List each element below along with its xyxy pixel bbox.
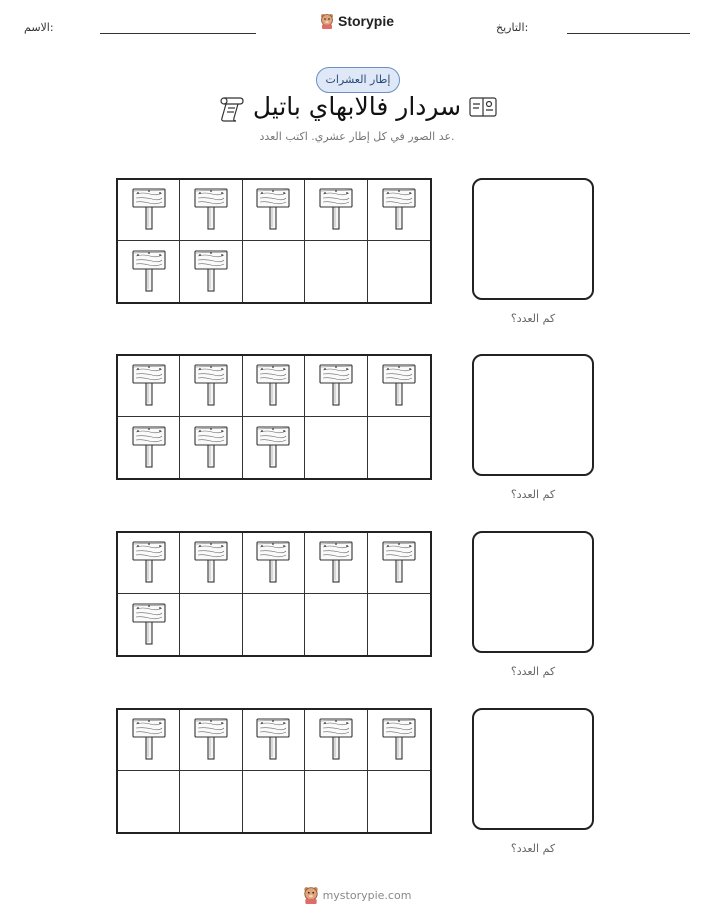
ten-frame	[116, 354, 432, 480]
answer-box[interactable]	[472, 354, 594, 476]
wooden-sign-icon	[317, 715, 355, 765]
frame-cell	[180, 417, 242, 478]
date-label: التاريخ:	[496, 21, 529, 34]
answer-box[interactable]	[472, 178, 594, 300]
wooden-sign-icon	[192, 185, 230, 235]
wooden-sign-icon	[192, 538, 230, 588]
ten-frame	[116, 531, 432, 657]
wooden-sign-icon	[192, 423, 230, 473]
footer-url[interactable]: mystorypie.com	[322, 888, 412, 902]
ten-frame	[116, 708, 432, 834]
topic-badge: إطار العشرات	[316, 67, 400, 93]
frame-cell	[118, 771, 180, 832]
ten-frame	[116, 178, 432, 304]
wooden-sign-icon	[380, 185, 418, 235]
brand-name: Storypie	[337, 13, 394, 29]
answer-box[interactable]	[472, 708, 594, 830]
answer-box[interactable]	[472, 531, 594, 653]
bear-logo-icon	[320, 13, 334, 29]
signboard-icon	[468, 96, 498, 120]
frame-cell	[305, 356, 367, 417]
page-title: سردار فالابهاي باتيل	[252, 92, 462, 121]
count-question: كم العدد؟	[510, 842, 556, 855]
frame-cell	[368, 533, 430, 594]
frame-cell	[180, 771, 242, 832]
frame-cell	[243, 594, 305, 655]
frame-cell	[368, 594, 430, 655]
frame-cell	[118, 356, 180, 417]
frame-cell	[305, 771, 367, 832]
frame-cell	[368, 710, 430, 771]
wooden-sign-icon	[254, 361, 292, 411]
frame-cell	[180, 356, 242, 417]
instructions: عد الصور في كل إطار عشري. اكتب العدد.	[259, 130, 455, 143]
wooden-sign-icon	[130, 538, 168, 588]
wooden-sign-icon	[130, 361, 168, 411]
frame-cell	[243, 710, 305, 771]
wooden-sign-icon	[317, 185, 355, 235]
count-question: كم العدد؟	[510, 488, 556, 501]
wooden-sign-icon	[254, 715, 292, 765]
brand	[0, 13, 714, 33]
wooden-sign-icon	[380, 361, 418, 411]
frame-cell	[368, 241, 430, 302]
frame-cell	[118, 533, 180, 594]
wooden-sign-icon	[254, 185, 292, 235]
frame-cell	[180, 241, 242, 302]
frame-cell	[305, 180, 367, 241]
name-label: الاسم:	[24, 21, 54, 34]
frame-cell	[305, 533, 367, 594]
bear-logo-icon	[303, 886, 319, 904]
frame-cell	[243, 180, 305, 241]
wooden-sign-icon	[192, 715, 230, 765]
frame-cell	[180, 594, 242, 655]
count-question: كم العدد؟	[510, 665, 556, 678]
wooden-sign-icon	[130, 185, 168, 235]
frame-cell	[243, 241, 305, 302]
count-question: كم العدد؟	[510, 312, 556, 325]
wooden-sign-icon	[130, 423, 168, 473]
wooden-sign-icon	[254, 538, 292, 588]
wooden-sign-icon	[130, 247, 168, 297]
frame-cell	[180, 533, 242, 594]
frame-cell	[243, 533, 305, 594]
frame-cell	[243, 356, 305, 417]
frame-cell	[368, 356, 430, 417]
frame-cell	[118, 710, 180, 771]
wooden-sign-icon	[192, 361, 230, 411]
name-line[interactable]	[100, 33, 256, 34]
frame-cell	[305, 241, 367, 302]
date-line[interactable]	[567, 33, 690, 34]
frame-cell	[368, 417, 430, 478]
wooden-sign-icon	[130, 715, 168, 765]
frame-cell	[118, 594, 180, 655]
frame-cell	[368, 180, 430, 241]
wooden-sign-icon	[317, 361, 355, 411]
wooden-sign-icon	[380, 538, 418, 588]
frame-cell	[118, 180, 180, 241]
wooden-sign-icon	[254, 423, 292, 473]
frame-cell	[243, 417, 305, 478]
footer	[0, 886, 714, 908]
frame-cell	[118, 241, 180, 302]
frame-cell	[305, 594, 367, 655]
wooden-sign-icon	[317, 538, 355, 588]
frame-cell	[180, 710, 242, 771]
frame-cell	[305, 710, 367, 771]
wooden-sign-icon	[192, 247, 230, 297]
frame-cell	[243, 771, 305, 832]
frame-cell	[180, 180, 242, 241]
wooden-sign-icon	[130, 600, 168, 650]
frame-cell	[305, 417, 367, 478]
frame-cell	[118, 417, 180, 478]
frame-cell	[368, 771, 430, 832]
wooden-sign-icon	[380, 715, 418, 765]
